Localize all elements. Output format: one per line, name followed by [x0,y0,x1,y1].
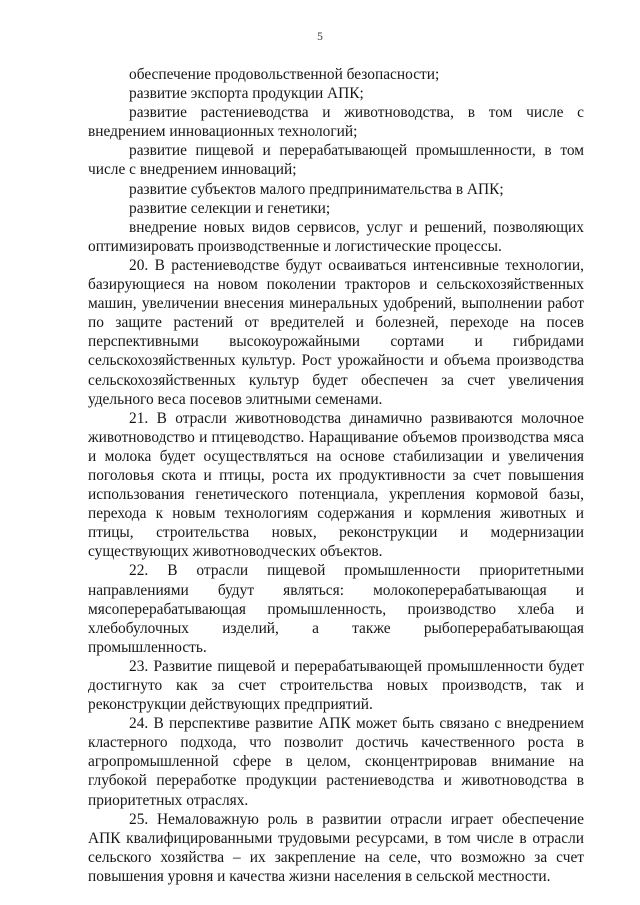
page-number: 5 [317,31,323,43]
paragraph-20: 20. В растениеводстве будут осваиваться интенсивные технологии, базирующиеся на новом поколении тракторов и сельскохозяйственных машин, увеличении внесения минеральных удобрений, выполнении работ по защите растений от вредителей и болезней, переходе на посев перспективными высокоурожайными сортами и гибридами сельскохозяйственных культур. Рост урожайности и объема производства сельскохозяйственных культур будет обеспечен за счет увеличения удельного веса посевов элитными семенами. [88,256,584,408]
paragraph-23: 23. Развитие пищевой и перерабатывающей промышленности будет достигнуто как за счет строительства новых производств, так и реконструкции действующих предприятий. [88,657,584,714]
paragraph-21: 21. В отрасли животноводства динамично развиваются молочное животноводство и птицеводство. Наращивание объемов производства мяса и молока будет осуществляться на основе стабилизации и увеличения поголовья скота и птицы, роста их продуктивности за счет повышения использования генетического потенциала, укрепления кормовой базы, перехода к новым технологиям содержания и кормления животных и птицы, строительства новых, реконструкции и модернизации существующих животноводческих объектов. [88,409,584,561]
list-item-crop-livestock: развитие растениеводства и животноводства, в том числе с внедрением инновационных технологий; [88,104,584,141]
list-item-services: внедрение новых видов сервисов, услуг и решений, позволяющих оптимизировать производственные и логистические процессы. [88,218,584,255]
document-body [88,65,584,886]
list-item-food-security: обеспечение продовольственной безопасности; [129,66,440,83]
list-item-selection-genetics: развитие селекции и генетики; [129,199,331,217]
list-item-food-processing: развитие пищевой и перерабатывающей промышленности, в том числе с внедрением инноваций; [88,142,584,179]
list-item-export: развитие экспорта продукции АПК; [129,85,364,103]
paragraph-22: 22. В отрасли пищевой промышленности приоритетными направлениями будут являться: молокоперерабатывающая и мясоперерабатывающая промышленность, производство хлеба и хлебобулочных изделий, а также рыбоперерабатывающая промышленность. [88,562,584,656]
paragraph-25: 25. Немаловажную роль в развитии отрасли играет обеспечение АПК квалифицированными трудовыми ресурсами, в том числе в отрасли сельского хозяйства – их закрепление на селе, что возможно за счет повышения уровня и качества жизни населения в сельской местности. [88,810,584,885]
list-item-small-business: развитие субъектов малого предпринимательства в АПК; [129,180,504,198]
paragraph-24: 24. В перспективе развитие АПК может быть связано с внедрением кластерного подхода, что позволит достичь качественного роста в агропромышленной сфере в целом, сконцентрировав внимание на глубокой переработке продукции растениеводства и животноводства в приоритетных отраслях. [88,715,584,809]
